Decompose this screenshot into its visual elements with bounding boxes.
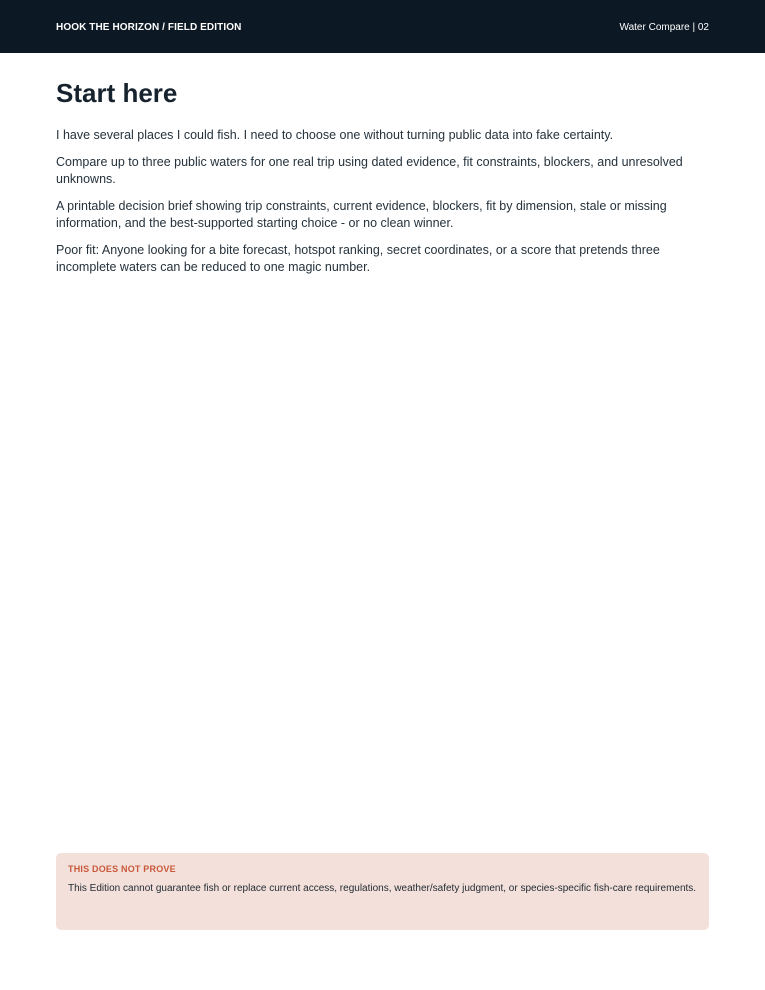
intro-section (56, 127, 711, 286)
page-header (0, 0, 765, 53)
intro-paragraph-need: I have several places I could fish. I need to choose one without turning public data into fake certainty. (56, 128, 614, 142)
intro-paragraph-poor-fit: Poor fit: Anyone looking for a bite forecast, hotspot ranking, secret coordinates, or a score that pretends three incomplete waters can be reduced to one magic number. (56, 242, 660, 274)
page-title: Start here (56, 78, 178, 108)
disclaimer-callout (56, 853, 709, 930)
intro-paragraph-output: A printable decision brief showing trip constraints, current evidence, blockers, fit by dimension, stale or missing information, and the best-supported starting choice - or no clean winner. (56, 198, 667, 230)
intro-paragraph-purpose: Compare up to three public waters for one real trip using dated evidence, fit constraints, blockers, and unresolved unknowns. (56, 154, 683, 186)
callout-label: THIS DOES NOT PROVE (68, 864, 176, 874)
brand-title: HOOK THE HORIZON / FIELD EDITION (56, 22, 242, 33)
callout-text: This Edition cannot guarantee fish or replace current access, regulations, weather/safety judgment, or species-specific fish-care requirements. (68, 883, 697, 894)
page-reference: Water Compare | 02 (619, 22, 709, 33)
